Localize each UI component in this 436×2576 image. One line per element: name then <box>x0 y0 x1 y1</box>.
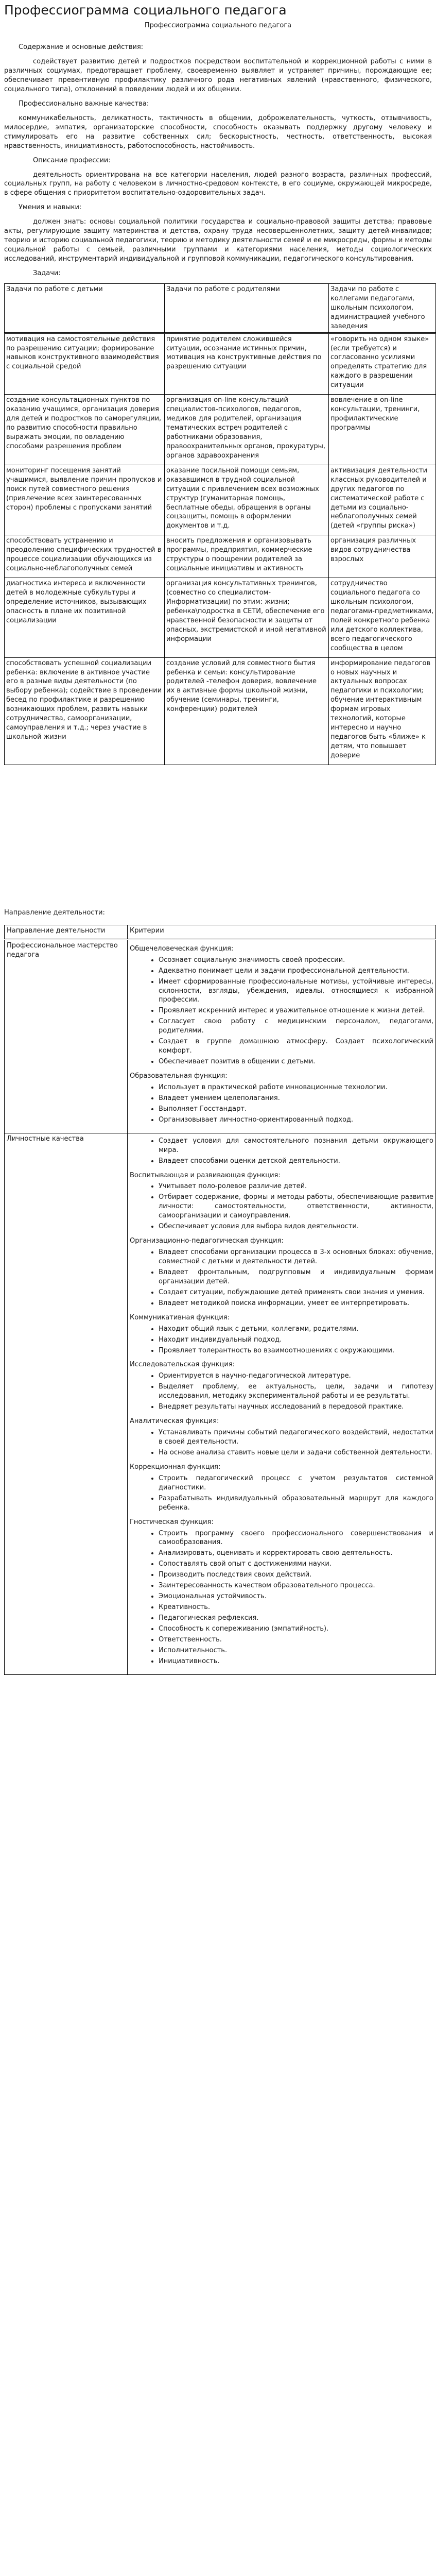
table-cell: способствовать успешной социализации ребенка: включение в активное участие его в разные виды деятельности (по выбору ребенка); содействие в проведении бесед по профилактике и разрешению возникающих проблем, развить навыки сотрудничества, самоорганизации, самоуправления и т.д.; через участие в школьной жизни <box>5 657 165 765</box>
table-cell: активизация деятельности классных руководителей и других педагогов по систематической работе с детьми из социально-неблагополучных семей (детей «группы риска») <box>329 465 436 535</box>
section-title-directions: Направление деятельности: <box>4 908 105 917</box>
criteria-list <box>130 1137 433 1166</box>
table-cell: организация on-line консультаций специалистов-психологов, педагогов, медиков для родителей, организация тематических встреч родителей с работниками образования, правоохранительных органов, прокуратуры, органов здравоохранения <box>165 395 329 465</box>
list-item: • Заинтересованность качеством образовательного процесса. <box>159 1581 433 1590</box>
list-item: • Инициативность. <box>159 1657 433 1666</box>
list-item: • На основе анализа ставить новые цели и задачи собственной деятельности. <box>159 1448 433 1458</box>
list-item: • Креативность. <box>159 1603 433 1612</box>
direction-cell: Личностные качества <box>5 1133 128 1674</box>
document-subtitle: Профессиограмма социального педагога <box>144 22 292 30</box>
list-item: • Обеспечивает позитив в общении с детьми. <box>159 1057 433 1066</box>
criteria-list <box>130 1182 433 1231</box>
criteria-list <box>130 1248 433 1308</box>
table-row <box>5 535 436 578</box>
document-title: Профессиограмма социального педагога <box>4 3 287 18</box>
criteria-header-direction: Направление деятельности <box>5 925 128 939</box>
list-item: • Владеет умением целеполагания. <box>159 1094 433 1103</box>
list-item: • Педагогическая рефлексия. <box>159 1614 433 1623</box>
table-cell: информирование педагогов о новых научных и актуальных вопросах педагогики и психологии; обучение интерактивным формам игровых технологий, которые интересно и научно педагогов быть «ближе» к детям, что повышает доверие <box>329 657 436 765</box>
list-item: • Строить педагогический процесс с учетом результатов системной диагностики. <box>159 1474 433 1493</box>
list-item: • Использует в практической работе инновационные технологии. <box>159 1083 433 1092</box>
page-gap <box>4 765 432 908</box>
list-item: • Проявляет искренний интерес и уважительное отношение к жизни детей. <box>159 1006 433 1015</box>
table-cell: сотрудничество социального педагога со школьным психологом, педагогами-предметниками, полей конкретного ребенка или детского коллектива, всего педагогического сообщества в целом <box>329 578 436 658</box>
list-item: • Владеет методикой поиска информации, умеет ее интерпретировать. <box>159 1299 433 1308</box>
list-item: • Осознает социальную значимость своей профессии. <box>159 956 433 965</box>
table-row <box>5 939 436 1133</box>
list-item: • Разрабатывать индивидуальный образовательный маршрут для каждого ребенка. <box>159 1494 433 1513</box>
list-item: • Выполняет Госстандарт. <box>159 1105 433 1114</box>
table-cell: вовлечение в on-line консультации, тренинги, профилактические программы <box>329 395 436 465</box>
table-cell: организация консультативных тренингов, (совместно со специалистом-Информатизации) по этим: жизни; ребенка\подростка в СЕТИ, обеспечение его нравственной безопасности и защиты от опасных, экстремистской и иной негативной информации <box>165 578 329 658</box>
criteria-header-criteria: Критерии <box>128 925 436 939</box>
function-title: Коммуникативная функция: <box>130 1313 230 1321</box>
table-cell: диагностика интереса и включенности детей в молодежные субкультуры и определение источников, вызывающих опасность в плане их позитивной социализации <box>5 578 165 658</box>
page-end <box>4 1675 432 1687</box>
list-item: • Отбирает содержание, формы и методы работы, обеспечивающие развитие личности: самостоятельности, ответственности, активности, самоорганизации и самоуправления. <box>159 1193 433 1221</box>
table-row <box>5 465 436 535</box>
list-item: • Внедряет результаты научных исследований в передовой практике. <box>159 1402 433 1412</box>
table-row <box>5 395 436 465</box>
list-item: • Организовывает личностно-ориентированный подход. <box>159 1115 433 1125</box>
table-cell: создание консультационных пунктов по оказанию учащимся, организация доверия для детей и подростков по саморегуляции, по развитию способности правильно выражать эмоции, по овладению способами разрешения проблем <box>5 395 165 465</box>
function-title: Гностическая функция: <box>130 1518 214 1526</box>
intro-section <box>4 43 432 278</box>
table-cell: создание условий для совместного бытия ребенка и семьи: консультирование родителей -телефон доверия, вовлечение их в активные формы школьной жизни, обучение (семинары, тренинги, конференции) родителей <box>165 657 329 765</box>
function-title: Аналитическая функция: <box>130 1417 219 1426</box>
criteria-cell <box>128 939 436 1133</box>
table-cell: мотивация на самостоятельные действия по разрешению ситуации; формирование навыков конструктивного взаимодействия с социальной средой <box>5 333 165 395</box>
table-row <box>5 1133 436 1674</box>
list-item: • Владеет способами оценки детской деятельности. <box>159 1157 433 1166</box>
table-row <box>5 333 436 395</box>
table-cell: «говорить на одном языке» (если требуется) и согласованно усилиями определять стратегию для каждого в разрешении ситуации <box>329 333 436 395</box>
table-cell: принятие родителем сложившейся ситуации, осознание истинных причин, мотивация на конструктивные действия по разрешению ситуации <box>165 333 329 395</box>
table-row <box>5 657 436 765</box>
list-item: • Создает ситуации, побуждающие детей применять свои знания и умения. <box>159 1288 433 1297</box>
paragraph: деятельность ориентирована на все категории населения, людей разного возраста, различных профессий, социальных групп, на работу с человеком в личностно-средовом контексте, в его социуме, окружающей микросреде, в сфере общения с приоритетом воспитательно-оздоровительных задач. <box>4 171 432 197</box>
paragraph: Содержание и основные действия: <box>19 43 144 52</box>
list-item: • Адекватно понимает цели и задачи профессиональной деятельности. <box>159 967 433 976</box>
paragraph: коммуникабельность, деликатность, тактичность в общении, доброжелательность, чуткость, отзывчивость, милосердие, эмпатия, организаторские способности, способность оказывать поддержку другому человеку и стимулировать его на развитие собственных сил; бескорыстность, честность, ответственность, высокая нравственность, инициативность, работоспособность, настойчивость. <box>4 114 432 150</box>
function-title: Воспитывающая и развивающая функция: <box>130 1171 281 1179</box>
tasks-table-header-row <box>5 283 436 333</box>
list-item: • Находит общий язык с детьми, коллегами, родителями. <box>159 1325 433 1334</box>
paragraph: должен знать: основы социальной политики государства и социально-правовой защиты детства; правовые акты, регулирующие защиту материнства и детства, охрану труда несовершеннолетних, защиту детей-инвалидов; теорию и историю социальной педагогики, теорию и методику деятельности семей и ее микросреды, формы и методы социальной работы с семьей, различными группами и категориями населения, методы социологических исследований, инструментарий индивидуальной и групповой коммуникации, педагогического консультирования. <box>4 218 432 263</box>
tasks-header-children: Задачи по работе с детьми <box>5 283 165 333</box>
list-item: • Эмоциональная устойчивость. <box>159 1592 433 1601</box>
list-item: • Выделяет проблему, ее актуальность, цели, задачи и гипотезу исследования, методику экспериментальной работы и ее результаты. <box>159 1382 433 1401</box>
paragraph: Задачи: <box>33 269 61 277</box>
criteria-table-header-row <box>5 925 436 939</box>
list-item: • Анализировать, оценивать и корректировать свою деятельность. <box>159 1549 433 1558</box>
function-title: Общечеловеческая функция: <box>130 944 234 953</box>
function-title: Образовательная функция: <box>130 1072 228 1080</box>
list-item: • Находит индивидуальный подход. <box>159 1335 433 1345</box>
list-item: • Ответственность. <box>159 1635 433 1645</box>
criteria-list <box>130 1371 433 1412</box>
table-cell: оказание посильной помощи семьям, оказавшимся в трудной социальной ситуации с привлечением всех возможных структур (гуманитарная помощь, бесплатные обеды, обращения в органы соцзащиты, помощь в оформлении документов и т.д. <box>165 465 329 535</box>
list-item: • Владеет способами организации процесса в 3-х основных блоках: обучение, совместной с детьми и деятельности детей. <box>159 1248 433 1266</box>
function-title: Исследовательская функция: <box>130 1361 235 1369</box>
paragraph: Описание профессии: <box>33 156 111 164</box>
tasks-table <box>4 283 436 765</box>
criteria-list <box>130 956 433 1066</box>
criteria-list <box>130 1428 433 1458</box>
function-title: Коррекционная функция: <box>130 1463 221 1471</box>
list-item: • Производить последствия своих действий. <box>159 1570 433 1580</box>
list-item: • Учитывает поло-ролевое различие детей. <box>159 1182 433 1191</box>
list-item: • Обеспечивает условия для выбора видов деятельности. <box>159 1222 433 1231</box>
list-item: • Имеет сформированные профессиональные мотивы, устойчивые интересы, склонности, взгляды, убеждения, идеалы, относящиеся к избранной профессии. <box>159 977 433 1005</box>
table-cell: вносить предложения и организовывать программы, предприятия, коммерческие структуры о поощрении родителей за социальные инициативы и активность <box>165 535 329 578</box>
table-cell: организация различных видов сотрудничества взрослых <box>329 535 436 578</box>
list-item: • Согласует свою работу с медицинским персоналом, педагогами, родителями. <box>159 1017 433 1036</box>
tasks-header-parents: Задачи по работе с родителями <box>165 283 329 333</box>
table-cell: мониторинг посещения занятий учащимися, выявление причин пропусков и поиск путей совместного решения (привлечение всех заинтересованных сторон) проблемы с пропусками занятий <box>5 465 165 535</box>
list-item: • Исполнительность. <box>159 1646 433 1655</box>
list-item: • Создает в группе домашнюю атмосферу. Создает психологический комфорт. <box>159 1037 433 1056</box>
criteria-list <box>130 1529 433 1666</box>
list-item: • Создает условия для самостоятельного познания детьми окружающего мира. <box>159 1137 433 1155</box>
tasks-header-colleagues: Задачи по работе с коллегами педагогами, школьным психологом, администрацией учебного заведения <box>329 283 436 333</box>
criteria-list <box>130 1474 433 1513</box>
paragraph: содействует развитию детей и подростков посредством воспитательной и коррекционной работы с ними в различных социумах, предотвращает проблему, своевременно выявляет и устраняет причины, порождающие ее; обеспечивает превентивную профилактику различного рода негативных явлений (нравственного, физического, социального типа), отклонений в поведении людей и их общении. <box>4 58 432 93</box>
paragraph: Умения и навыки: <box>19 204 82 212</box>
paragraph: Профессионально важные качества: <box>19 99 149 108</box>
list-item: • Проявляет толерантность во взаимоотношениях с окружающими. <box>159 1346 433 1355</box>
list-item: • Способность к сопереживанию (эмпатийность). <box>159 1624 433 1634</box>
table-cell: способствовать устранению и преодолению специфических трудностей в процессе социализации обучающихся из социально-неблагополучных семей <box>5 535 165 578</box>
function-title: Организационно-педагогическая функция: <box>130 1237 284 1245</box>
criteria-table <box>4 925 436 1675</box>
list-item: • Владеет фронтальным, подгрупповым и индивидуальным формам организации детей. <box>159 1268 433 1286</box>
table-row <box>5 578 436 658</box>
list-item: • Ориентируется в научно-педагогической литературе. <box>159 1371 433 1381</box>
list-item: • Сопоставлять свой опыт с достижениями науки. <box>159 1560 433 1569</box>
list-item: • Устанавливать причины событий педагогического воздействий, недостатки в своей деятельности. <box>159 1428 433 1447</box>
criteria-list <box>130 1325 433 1355</box>
direction-cell: Профессиональное мастерство педагога <box>5 939 128 1133</box>
criteria-list <box>130 1083 433 1125</box>
criteria-cell <box>128 1133 436 1674</box>
list-item: • Строить программу своего профессионального совершенствования и самообразования. <box>159 1529 433 1548</box>
